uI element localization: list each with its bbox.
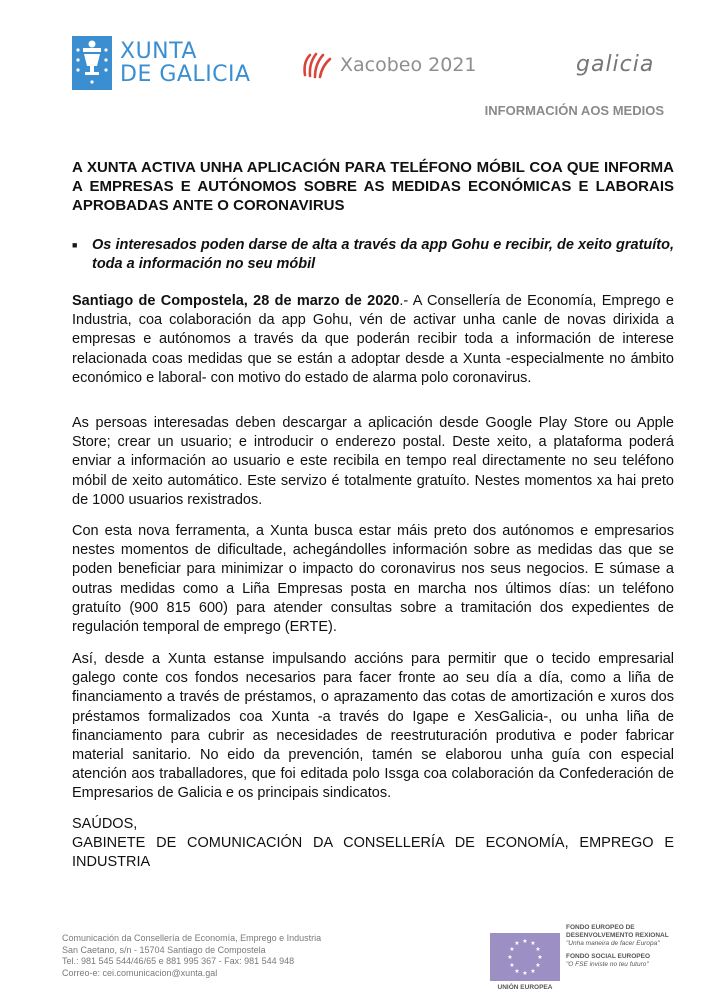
footer-line-4: Correo-e: cei.comunicacion@xunta.gal [62,967,218,978]
xunta-line-2: DE GALICIA [120,62,251,87]
svg-text:★: ★ [530,940,536,947]
footer-line-3: Tel.: 981 545 544/46/65 e 881 995 367 - Fax: 981 544 948 [62,956,295,966]
eu-label: UNIÓN EUROPEA [497,984,553,991]
svg-text:★: ★ [514,940,520,947]
svg-text:★: ★ [530,968,536,975]
xunta-line-1: XUNTA [120,39,197,64]
subheadline-text: Os interesados poden darse de alta a través da app Gohu e recibir, de xeito gratuíto, toda a información no seu móbil [92,237,674,272]
eu-flag-icon [490,933,560,981]
svg-text:★: ★ [522,970,528,977]
svg-text:★: ★ [514,968,520,975]
fund1-title-b: DESENVOLVEMENTO REXIONAL [566,932,669,939]
svg-text:★: ★ [509,962,515,969]
svg-text:★: ★ [509,946,515,953]
xunta-logo [72,36,251,90]
xacobeo-logo [300,50,477,80]
xunta-emblem-icon [72,36,112,90]
headline: A XUNTA ACTIVA UNHA APLICACIÓN PARA TELÉFONO MÓBIL COA QUE INFORMA A EMPRESAS E AUTÓNOMOS SOBRE AS MEDIDAS ECONÓMICAS E LABORAIS APROBADAS ANTE O CORONAVIRUS [72,159,674,214]
fund2-title: FONDO SOCIAL EUROPEO [566,953,651,960]
fund1-motto: "Unha maneira de facer Europa" [566,940,660,947]
xacobeo-wordmark: Xacobeo 2021 [340,54,477,76]
svg-text:★: ★ [535,962,541,969]
eu-funds [566,924,669,969]
paragraph-1 [72,292,674,388]
fund1-title-a: FONDO EUROPEO DE [566,924,635,931]
paragraph-2: As persoas interesadas deben descargar a aplicación desde Google Play Store ou Apple Store; crear un usuario; e introducir o enderezo postal. Deste xeito, a plataforma poderá enviar a información ao usuario e este recibila en tempo real directamente no seu teléfono móbil de xeito automático. Este servizo é totalmente gratuíto. Nestes momentos xa hai preto de 1000 usuarios rexistrados. [72,415,674,508]
paragraph-3: Con esta nova ferramenta, a Xunta busca estar máis preto dos autónomos e empresarios nestes momentos de dificultade, achegándolles información sobre as medidas das que se poden beneficiar para minimizar o impacto do coronavirus nos seus negocios. E súmase a outras medidas como a Liña Empresas posta en marcha nos últimos días: un teléfono gratuíto (900 815 600) para atender consultas sobre a tramitación dos expedientes de regulación temporal de emprego (ERTE). [72,523,674,636]
svg-text:★: ★ [537,954,543,961]
galicia-logo: galicia [576,52,655,77]
dateline: Santiago de Compostela, 28 de marzo de 2020 [72,293,400,309]
svg-text:★: ★ [535,946,541,953]
paragraph-4: Así, desde a Xunta estanse impulsando accións para permitir que o tecido empresarial galego conte cos fondos necesarios para facer fronte ao seu día a día, como a liña de financiamento a través de préstamos, o aprazamento das cotas de amortización e xuros dos préstamos formalizados coa Xunta -a través do Igape e XesGalicia-, ou unha liña de financiamento para cubrir as necesidades de reestruturación produtiva e poder fabricar material sanitario. No eido da prevención, tamén se elaborou unha guía con especial atención aos traballadores, que foi editada polo Issga coa colaboración da Confederación de Empresarios de Galicia e os principais sindicatos. [72,651,674,802]
signature: GABINETE DE COMUNICACIÓN DA CONSELLERÍA DE ECONOMÍA, EMPREGO E INDUSTRIA [72,835,674,871]
scallop-shell-icon [300,50,334,80]
svg-text:★: ★ [522,938,528,945]
svg-text:★: ★ [507,954,513,961]
paragraph-1-text: .- A Consellería de Economía, Emprego e Industria, coa colaboración da app Gohu, vén de activar unha canle de novas dirixida a empresas e autónomos a través da que poderán recibir toda a información de interese relacionada coas medidas que se están a adoptar desde a Xunta -especialmente no ámbito económico e laboral- con motivo do estado de alarma polo coronavirus. [72,293,674,386]
info-medios-label: INFORMACIÓN AOS MEDIOS [484,103,664,118]
xunta-wordmark [120,40,251,86]
fund2-motto: "O FSE inviste no teu futuro" [566,961,649,968]
footer-contact [62,933,321,979]
footer-line-2: San Caetano, s/n - 15704 Santiago de Compostela [62,944,266,955]
closing [72,815,674,873]
subheadline [72,236,674,274]
greeting: SAÚDOS, [72,816,138,832]
bullet-icon: ■ [72,240,78,250]
footer-line-1: Comunicación da Consellería de Economía, Emprego e Industria [62,933,322,943]
